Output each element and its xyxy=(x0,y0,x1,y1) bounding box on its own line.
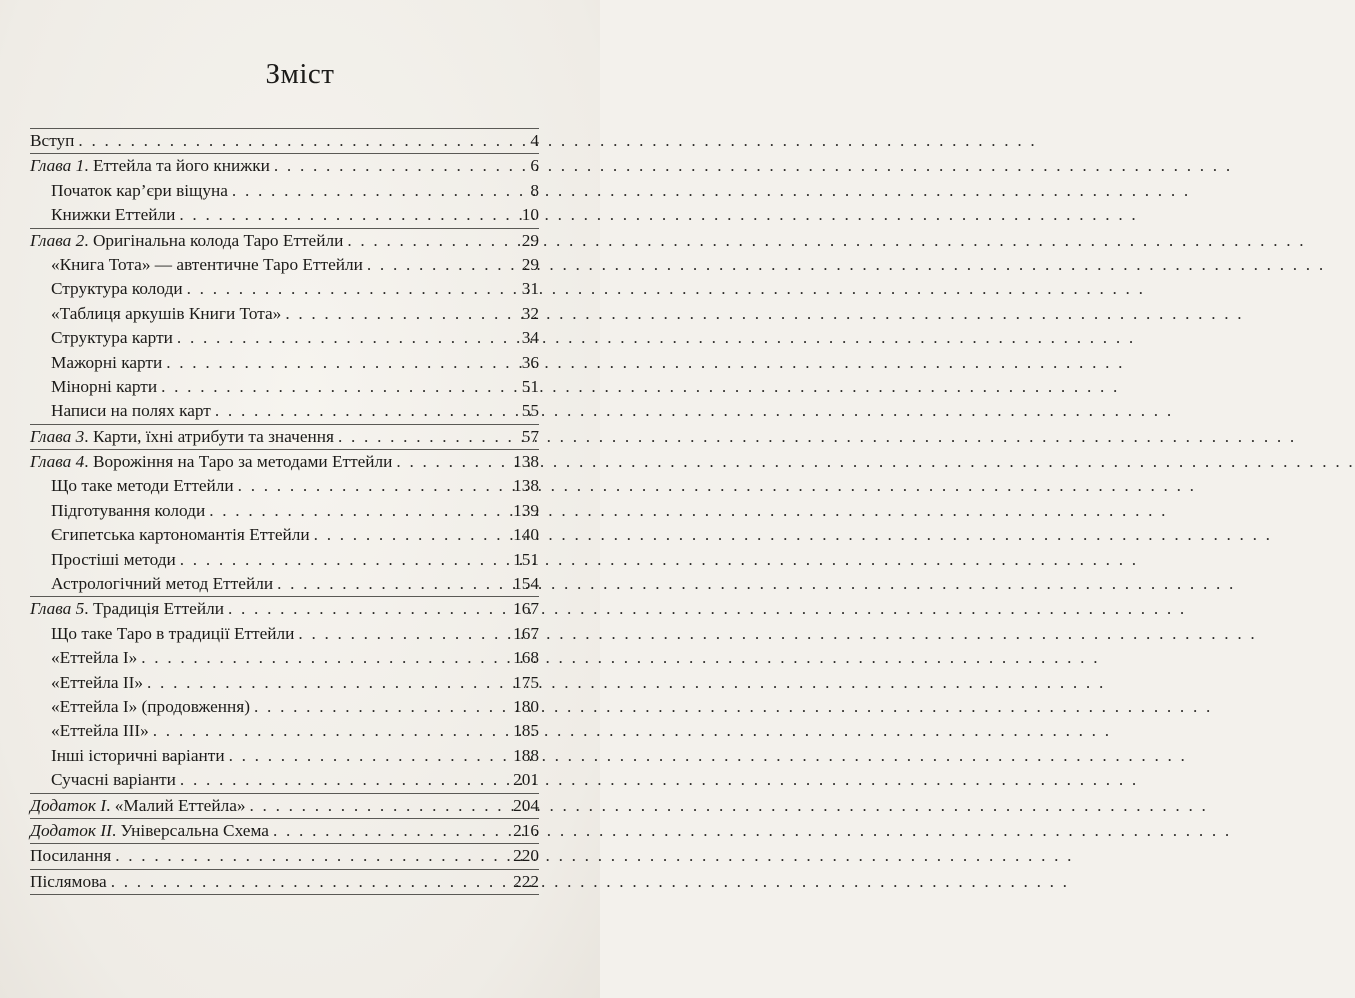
entry-title xyxy=(51,277,183,301)
toc-subentry[interactable] xyxy=(30,695,539,719)
page-number: 201 xyxy=(513,770,539,790)
page-number: 154 xyxy=(513,574,539,594)
dot-leader xyxy=(209,499,509,523)
entry-label: . Універсальна Схема xyxy=(111,820,269,840)
chapter-prefix: Глава 3 xyxy=(30,426,85,446)
entry-title xyxy=(51,253,363,277)
entry-label: Підготування колоди xyxy=(51,500,206,520)
entry-title xyxy=(30,597,224,621)
toc-subentry[interactable] xyxy=(30,277,539,301)
entry-title xyxy=(51,548,176,572)
entry-title xyxy=(51,572,273,596)
chapter-prefix: Додаток II xyxy=(30,820,112,840)
dot-leader xyxy=(161,375,518,399)
entry-title xyxy=(51,671,143,695)
entry-label: . Еттейла та його книжки xyxy=(84,156,270,176)
toc-entry[interactable] xyxy=(30,154,539,178)
toc-entry[interactable] xyxy=(30,425,539,449)
entry-title xyxy=(51,744,225,768)
dot-leader xyxy=(314,523,509,547)
page-number: 220 xyxy=(513,846,539,866)
dot-leader xyxy=(180,548,509,572)
entry-title xyxy=(30,819,269,843)
entry-title xyxy=(51,695,250,719)
page-number: 204 xyxy=(513,795,539,815)
page-number: 6 xyxy=(530,156,539,176)
entry-label: Інші історичні варіанти xyxy=(51,745,225,765)
entry-label: Простіші методи xyxy=(51,549,176,569)
page-number: 138 xyxy=(513,452,539,472)
entry-label: Структура колоди xyxy=(51,279,183,299)
toc-entry[interactable] xyxy=(30,450,539,474)
chapter-prefix: Глава 4 xyxy=(30,452,85,472)
toc-entry[interactable] xyxy=(30,229,539,253)
entry-title xyxy=(51,203,175,227)
entry-title xyxy=(30,844,111,868)
dot-leader xyxy=(254,695,509,719)
table-of-contents xyxy=(30,128,539,895)
entry-label: «Еттейла I» (продовження) xyxy=(51,696,251,716)
page-number: 57 xyxy=(521,426,539,446)
toc-subentry[interactable] xyxy=(30,302,539,326)
toc-subentry[interactable] xyxy=(30,399,539,423)
section-divider xyxy=(30,894,539,895)
toc-subentry[interactable] xyxy=(30,523,539,547)
dot-leader xyxy=(180,768,509,792)
entry-title xyxy=(51,399,211,423)
page-number: 139 xyxy=(513,500,539,520)
entry-label: Сучасні варіанти xyxy=(51,770,176,790)
entry-label: «Еттейла III» xyxy=(51,721,149,741)
dot-leader xyxy=(338,425,518,449)
dot-leader xyxy=(177,326,518,350)
toc-entry[interactable] xyxy=(30,597,539,621)
entry-title xyxy=(30,450,392,474)
entry-title xyxy=(51,719,149,743)
toc-subentry[interactable] xyxy=(30,326,539,350)
dot-leader xyxy=(273,819,509,843)
page-number: 31 xyxy=(521,279,539,299)
entry-label: «Еттейла II» xyxy=(51,672,143,692)
toc-subentry[interactable] xyxy=(30,474,539,498)
page-number: 216 xyxy=(513,820,539,840)
entry-label: «Таблиця аркушів Книги Тота» xyxy=(51,303,282,323)
entry-label: Єгипетська картономантія Еттейли xyxy=(51,525,310,545)
toc-entry[interactable] xyxy=(30,870,539,894)
entry-label: . Ворожіння на Таро за методами Еттейли xyxy=(84,452,393,472)
page-number: 222 xyxy=(513,871,539,891)
entry-label: Вступ xyxy=(30,131,75,150)
entry-title xyxy=(51,302,281,326)
entry-label: Післямова xyxy=(30,871,107,891)
page-title: Зміст xyxy=(265,58,335,90)
dot-leader xyxy=(277,572,509,596)
chapter-prefix: Додаток I xyxy=(30,795,107,815)
toc-subentry[interactable] xyxy=(30,203,539,227)
toc-entry[interactable] xyxy=(30,819,539,843)
page-number: 151 xyxy=(513,549,539,569)
entry-title xyxy=(51,179,228,203)
chapter-prefix: Глава 2 xyxy=(30,230,85,250)
entry-label: Написи на полях карт xyxy=(51,401,211,421)
toc-subentry[interactable] xyxy=(30,375,539,399)
entry-label: Що таке методи Еттейли xyxy=(51,476,234,496)
entry-title xyxy=(30,425,334,449)
dot-leader xyxy=(347,229,517,253)
dot-leader xyxy=(147,671,509,695)
entry-title xyxy=(30,154,270,178)
dot-leader xyxy=(298,622,509,646)
entry-label: Що таке Таро в традиції Еттейли xyxy=(51,623,295,643)
entry-title xyxy=(51,622,294,646)
page-number: 51 xyxy=(521,376,539,396)
page-number: 36 xyxy=(521,352,539,372)
entry-label: . «Малий Еттейла» xyxy=(106,795,246,815)
entry-label: . Традиція Еттейли xyxy=(84,599,224,619)
page-number: 140 xyxy=(513,525,539,545)
book-page xyxy=(0,0,600,998)
dot-leader xyxy=(285,302,517,326)
entry-label: . Карти, їхні атрибути та значення xyxy=(84,426,334,446)
toc-subentry[interactable] xyxy=(30,744,539,768)
entry-title xyxy=(30,229,343,253)
page-number: 175 xyxy=(513,672,539,692)
toc-subentry[interactable] xyxy=(30,572,539,596)
toc-subentry[interactable] xyxy=(30,622,539,646)
dot-leader xyxy=(166,351,518,375)
dot-leader xyxy=(367,253,518,277)
toc-subentry[interactable] xyxy=(30,179,539,203)
entry-label: «Книга Тота» — автентичне Таро Еттейли xyxy=(51,254,363,274)
dot-leader xyxy=(111,870,509,894)
dot-leader xyxy=(274,154,526,178)
page-number: 34 xyxy=(521,328,539,348)
dot-leader xyxy=(229,744,509,768)
dot-leader xyxy=(187,277,518,301)
entry-title xyxy=(30,129,74,153)
dot-leader xyxy=(396,450,509,474)
dot-leader xyxy=(238,474,509,498)
entry-title xyxy=(51,375,157,399)
entry-label: «Еттейла I» xyxy=(51,648,138,668)
entry-label: Мажорні карти xyxy=(51,352,163,372)
toc-subentry[interactable] xyxy=(30,499,539,523)
entry-title xyxy=(51,768,176,792)
toc-subentry[interactable] xyxy=(30,253,539,277)
page-number: 185 xyxy=(513,721,539,741)
page-number: 8 xyxy=(530,180,539,200)
entry-label: Астрологічний метод Еттейли xyxy=(51,574,274,594)
toc-subentry[interactable] xyxy=(30,671,539,695)
entry-label: Книжки Еттейли xyxy=(51,205,176,225)
page-number: 32 xyxy=(521,303,539,323)
chapter-prefix: Глава 5 xyxy=(30,599,85,619)
entry-title xyxy=(51,499,205,523)
page-number: 180 xyxy=(513,696,539,716)
dot-leader xyxy=(78,129,526,153)
entry-title xyxy=(51,474,234,498)
toc-subentry[interactable] xyxy=(30,719,539,743)
entry-label: Мінорні карти xyxy=(51,376,158,396)
dot-leader xyxy=(115,844,509,868)
page-number: 168 xyxy=(513,648,539,668)
toc-subentry[interactable] xyxy=(30,646,539,670)
page-number: 167 xyxy=(513,599,539,619)
entry-label: . Оригінальна колода Таро Еттейли xyxy=(84,230,344,250)
dot-leader xyxy=(232,179,526,203)
page-number: 138 xyxy=(513,476,539,496)
toc-entry[interactable] xyxy=(30,794,539,818)
dot-leader xyxy=(250,794,510,818)
toc-entry[interactable] xyxy=(30,129,539,153)
page-number: 10 xyxy=(521,205,539,225)
entry-label: Структура карти xyxy=(51,328,173,348)
entry-title xyxy=(51,351,162,375)
page-number: 29 xyxy=(521,230,539,250)
toc-subentry[interactable] xyxy=(30,351,539,375)
entry-title xyxy=(51,646,137,670)
entry-title xyxy=(30,870,107,894)
entry-title xyxy=(30,794,246,818)
dot-leader xyxy=(215,399,518,423)
toc-entry[interactable] xyxy=(30,844,539,868)
entry-label: Посилання xyxy=(30,846,112,866)
toc-subentry[interactable] xyxy=(30,548,539,572)
entry-label: Початок кар’єри віщуна xyxy=(51,180,228,200)
dot-leader xyxy=(228,597,509,621)
entry-title xyxy=(51,326,173,350)
page-number: 55 xyxy=(521,401,539,421)
page-number: 167 xyxy=(513,623,539,643)
entry-title xyxy=(51,523,310,547)
toc-subentry[interactable] xyxy=(30,768,539,792)
page-number: 29 xyxy=(521,254,539,274)
dot-leader xyxy=(153,719,509,743)
dot-leader xyxy=(141,646,509,670)
dot-leader xyxy=(179,203,517,227)
page-number: 4 xyxy=(530,131,539,150)
chapter-prefix: Глава 1 xyxy=(30,156,85,176)
page-number: 188 xyxy=(513,745,539,765)
